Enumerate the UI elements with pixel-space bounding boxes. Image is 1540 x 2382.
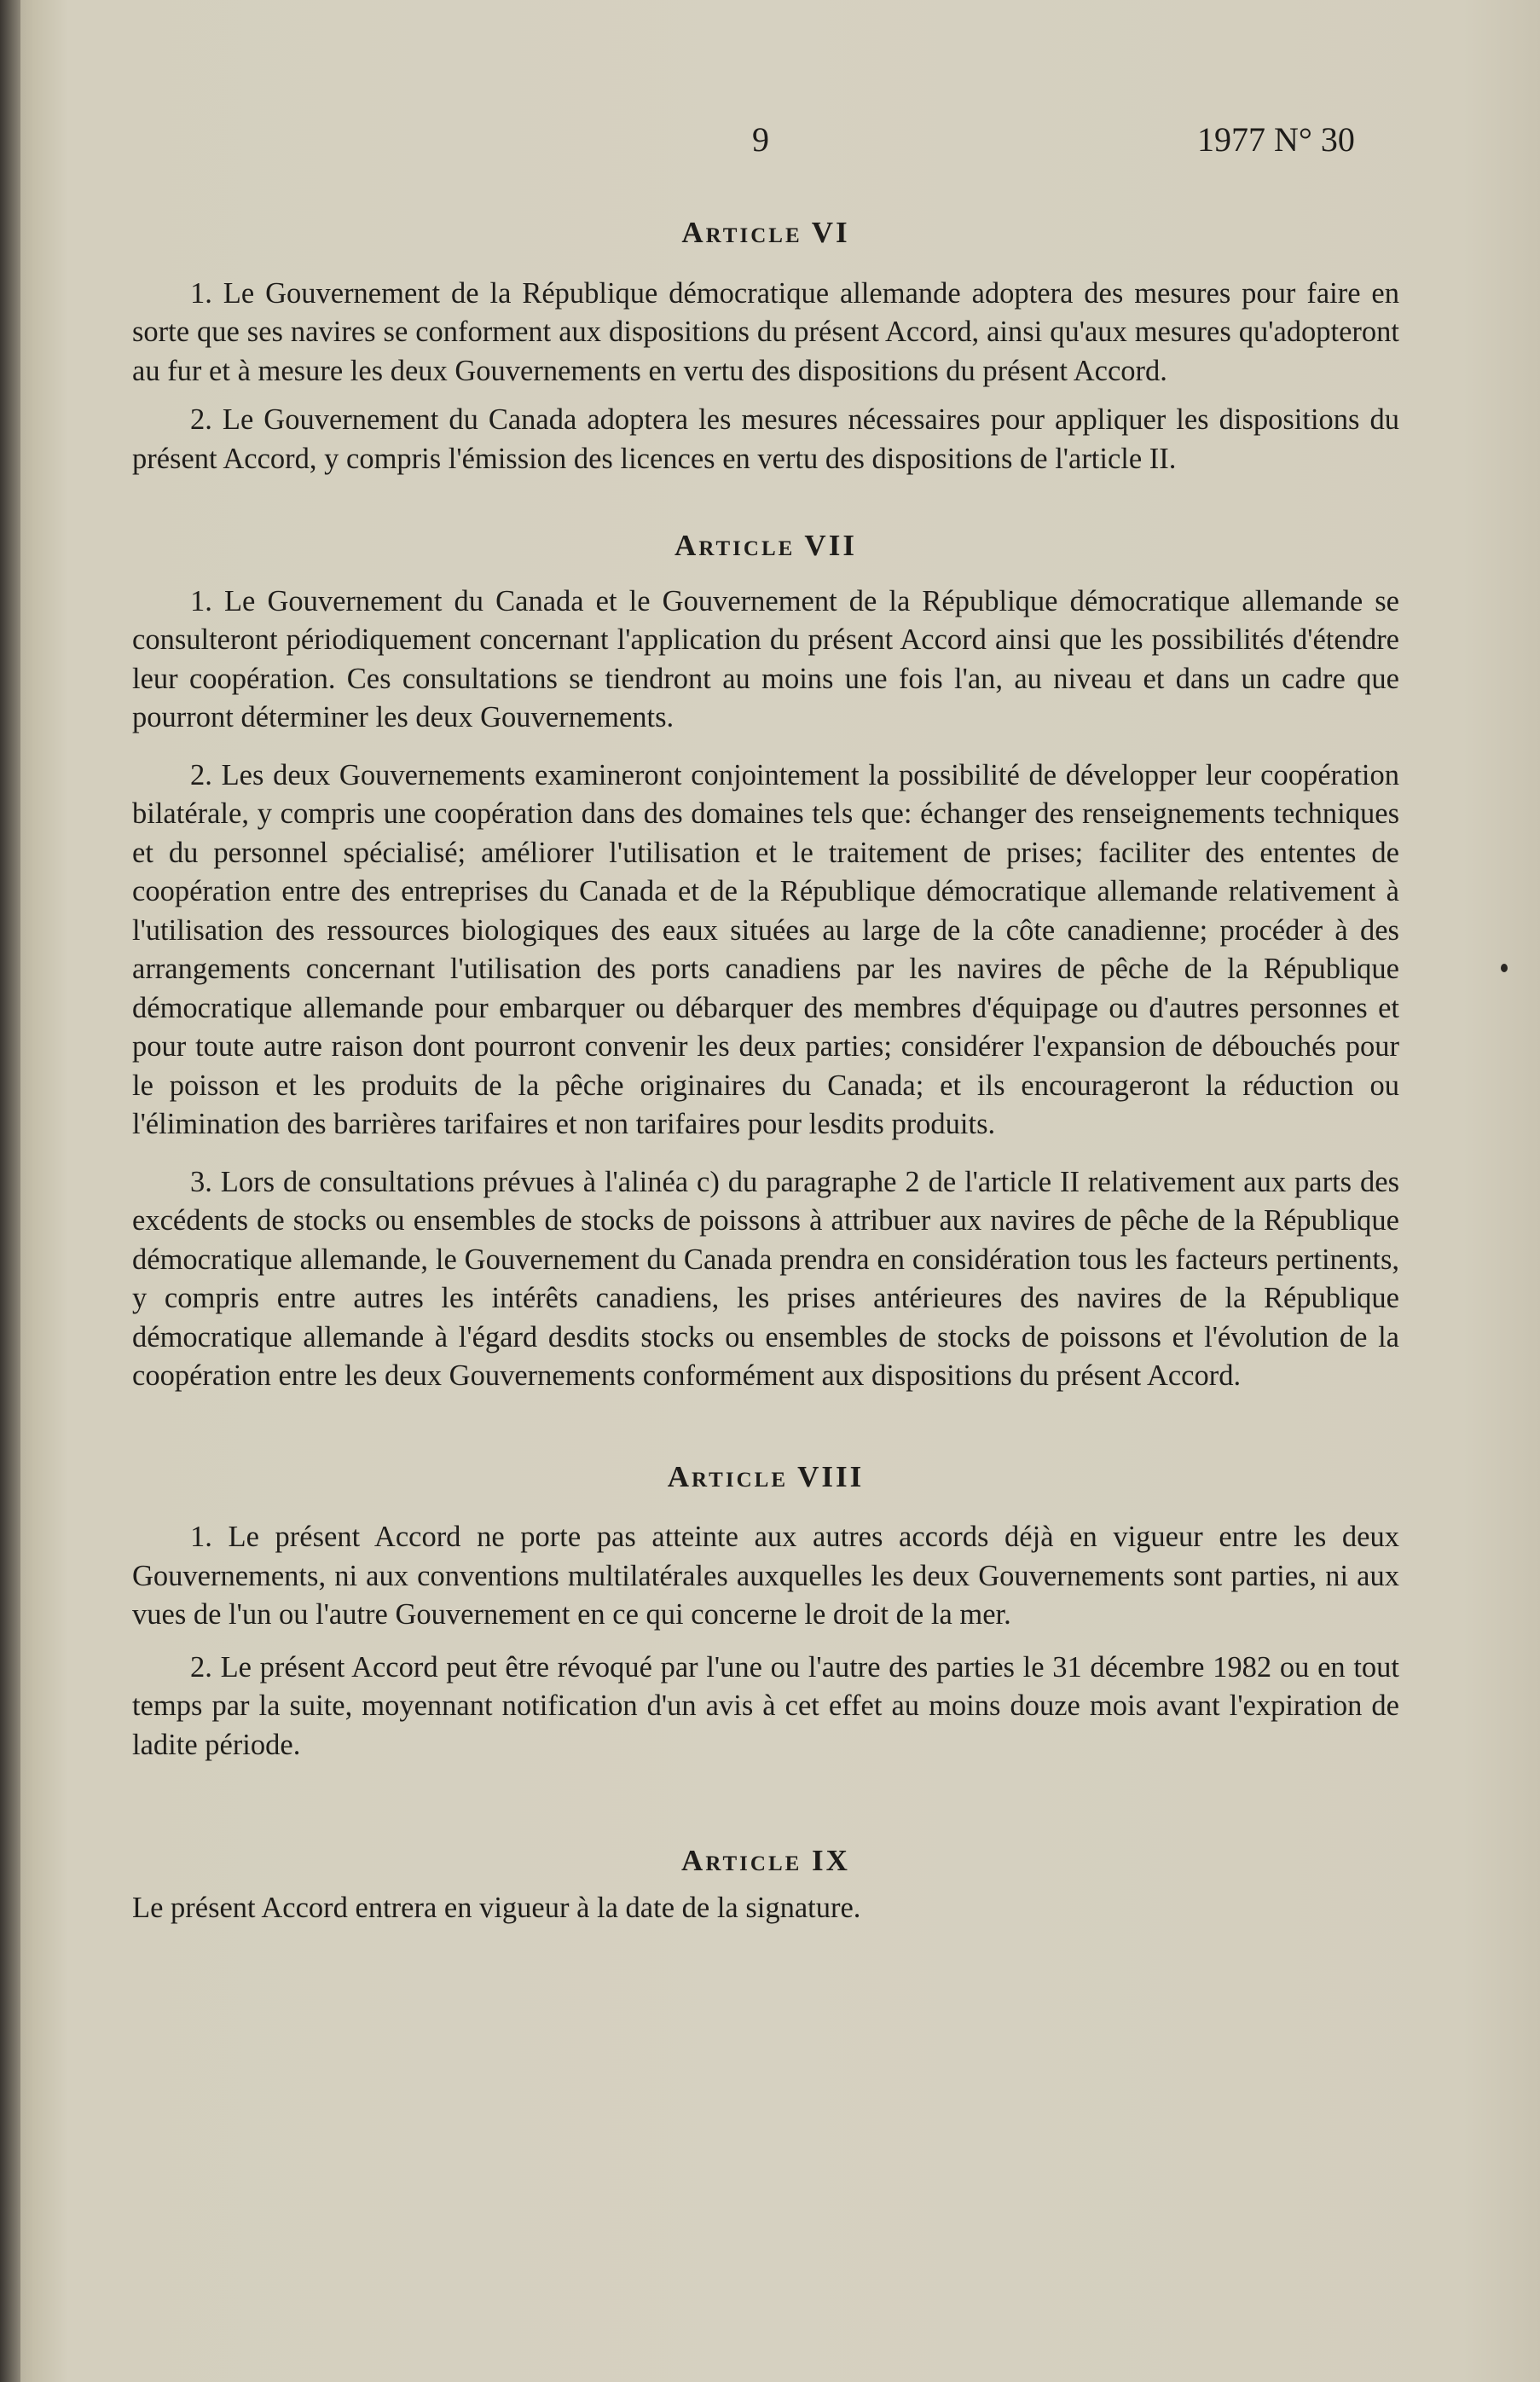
article-paragraph: 2. Le Gouvernement du Canada adoptera les mesures nécessaires pour appliquer les dispositions du présent Accord, y compris l'émission des licences en vertu des dispositions de l'article II. <box>132 403 1399 475</box>
article-paragraph: 2. Le présent Accord peut être révoqué par l'une ou l'autre des parties le 31 décembre 1982 ou en tout temps par la suite, moyennant notification d'un avis à cet effet au moins douze mois avant l'expiration de ladite période. <box>132 1650 1399 1761</box>
article-heading: Article IX <box>681 1844 850 1877</box>
article-vi <box>132 213 1399 478</box>
page-number: 9 <box>752 120 769 159</box>
document-reference: 1977 N° 30 <box>1197 120 1355 159</box>
article-heading: Article VIII <box>667 1459 865 1493</box>
article-paragraph: 1. Le Gouvernement du Canada et le Gouvernement de la République démocratique allemande se consulteront périodiquement concernant l'application du présent Accord ainsi que les possibilités d'étendre leur coopération. Ces consultations se tiendront au moins une fois l'an, au niveau et dans un cadre que pourront déterminer les deux Gouvernements. <box>132 584 1399 733</box>
article-ix <box>132 1841 1399 1927</box>
article-paragraph: 3. Lors de consultations prévues à l'alinéa c) du paragraphe 2 de l'article II relativement aux parts des excédents de stocks ou ensembles de stocks de poissons à attribuer aux navires de pêche de la République démocratique allemande, le Gouvernement du Canada prendra en considération tous les facteurs pertinents, y compris entre autres les intérêts canadiens, les prises antérieures des navires de la République démocratique allemande à l'égard desdits stocks ou ensembles de stocks de poissons et l'évolution de la coopération entre les deux Gouvernements conformément aux dispositions du présent Accord. <box>132 1165 1399 1392</box>
article-paragraph: 2. Les deux Gouvernements examineront conjointement la possibilité de développer leur coopération bilatérale, y compris une coopération dans des domaines tels que: échanger des renseignements techniques et du personnel spécialisé; améliorer l'utilisation et le traitement de prises; faciliter des ententes de coopération entre des entreprises du Canada et de la République démocratique allemande relativement à l'utilisation des ressources biologiques des eaux situées au large de la côte canadienne; procéder à des arrangements concernant l'utilisation des ports canadiens par les navires de pêche de la République démocratique allemande pour embarquer ou débarquer des membres d'équipage ou d'autres personnes et pour toute autre raison dont pourront convenir les deux parties; considérer l'expansion de débouchés pour le poisson et les produits de la pêche originaires du Canada; et ils encourageront la réduction ou l'élimination des barrières tarifaires et non tarifaires pour lesdits produits. <box>132 758 1399 1140</box>
binding-shadow <box>0 0 20 2382</box>
article-vii <box>132 526 1399 1396</box>
page-header <box>0 119 1540 171</box>
paper-speck <box>1501 964 1508 972</box>
article-heading: Article VI <box>681 216 850 249</box>
article-paragraph: Le présent Accord entrera en vigueur à la date de la signature. <box>132 1891 861 1924</box>
document-body <box>132 213 1399 1927</box>
article-paragraph: 1. Le Gouvernement de la République démocratique allemande adoptera des mesures pour faire en sorte que ses navires se conforment aux dispositions du présent Accord, ainsi qu'aux mesures qu'adopteront au fur et à mesure les deux Gouvernements en vertu des dispositions du présent Accord. <box>132 276 1399 387</box>
article-paragraph: 1. Le présent Accord ne porte pas atteinte aux autres accords déjà en vigueur entre les deux Gouvernements, ni aux conventions multilatérales auxquelles les deux Gouvernements sont parties, ni aux vues de l'un ou l'autre Gouvernement en ce qui concerne le droit de la mer. <box>132 1521 1399 1631</box>
article-heading: Article VII <box>674 529 857 562</box>
article-viii <box>132 1458 1399 1765</box>
